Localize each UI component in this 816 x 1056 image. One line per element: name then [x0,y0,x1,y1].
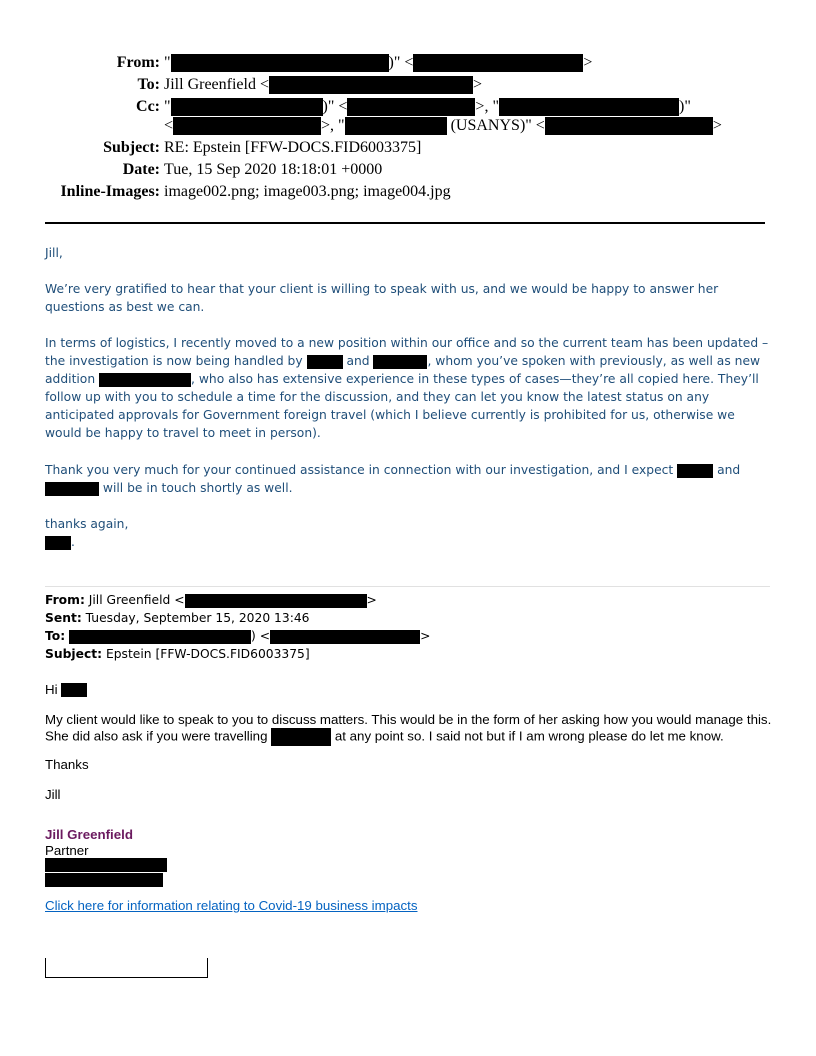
redaction [413,54,583,72]
cc-label: Cc: [136,98,160,115]
reply-paragraph-1: We’re very gratified to hear that your client is willing to speak with us, and we would be happy to answer her questions as best we can. [45,282,719,314]
email-header [0,0,816,210]
redaction [345,117,447,135]
original-greeting: Hi [45,682,775,698]
cc-value-line1: " )" < >, " )" [164,98,691,115]
forward-divider [45,586,770,587]
header-divider [45,222,765,224]
from-value: " )" < > [164,54,593,71]
image-placeholder-box [45,958,208,978]
redaction [271,728,331,746]
redaction [307,355,343,369]
covid-info-link[interactable]: Click here for information relating to Covid-19 business impacts [45,898,418,913]
to-value: Jill Greenfield < > [164,76,483,93]
redaction [99,373,191,387]
redaction [61,683,87,697]
redaction [173,117,321,135]
reply-greeting: Jill, [45,246,63,260]
date-label: Date: [122,161,160,178]
redaction [677,464,713,478]
forwarded-to: To: ) < > [45,629,431,643]
original-thanks: Thanks [45,757,89,772]
original-name: Jill [45,787,61,802]
redaction [171,54,389,72]
signature-name: Jill Greenfield [45,827,133,842]
forwarded-from: From: Jill Greenfield < > [45,593,377,607]
redaction [269,76,473,94]
redaction [373,355,427,369]
redaction [171,98,323,116]
redaction [69,630,251,644]
signature-title: Partner [45,843,89,858]
reply-closing: thanks again, . [45,517,129,549]
original-body: My client would like to speak to you to discuss matters. This would be in the form of her asking how you would manage this. She did also ask if you were travelling at any point so. I said not but if I am wrong please do let me know. [45,712,775,746]
signature-redaction [45,536,71,550]
subject-label: Subject: [103,139,160,156]
from-label: From: [116,54,160,71]
reply-paragraph-3: Thank you very much for your continued assistance in connection with our investigation, and I expect and will be in touch shortly as well. [45,463,741,495]
cc-value-line2: < >, " (USANYS)" < > [164,117,722,134]
redaction [45,482,99,496]
subject-value: RE: Epstein [FFW-DOCS.FID6003375] [164,139,422,156]
redaction [545,117,713,135]
forwarded-subject: Subject: Epstein [FFW-DOCS.FID6003375] [45,647,310,661]
inline-images-label: Inline-Images: [60,183,160,200]
reply-paragraph-2: In terms of logistics, I recently moved to a new position within our office and so the current team has been updated – the investigation is now being handled by and , whom you’ve spoken with previously, as well as new addition , who also has extensive experience in these types of cases—they’re all copied here. They’ll follow up with you to schedule a time for the discussion, and they can let you know the latest status on any anticipated approvals for Government foreign travel (which I believe currently is prohibited for us, otherwise we would be happy to travel to meet in person). [45,336,769,440]
redaction [499,98,679,116]
inline-images-value: image002.png; image003.png; image004.jpg [164,183,451,200]
signature-redaction-2 [45,873,163,887]
signature-redaction-1 [45,858,167,872]
redaction [270,630,420,644]
redaction [347,98,475,116]
date-value: Tue, 15 Sep 2020 18:18:01 +0000 [164,161,383,178]
forwarded-sent: Sent: Tuesday, September 15, 2020 13:46 [45,611,310,625]
to-label: To: [137,76,160,93]
redaction [185,594,367,608]
